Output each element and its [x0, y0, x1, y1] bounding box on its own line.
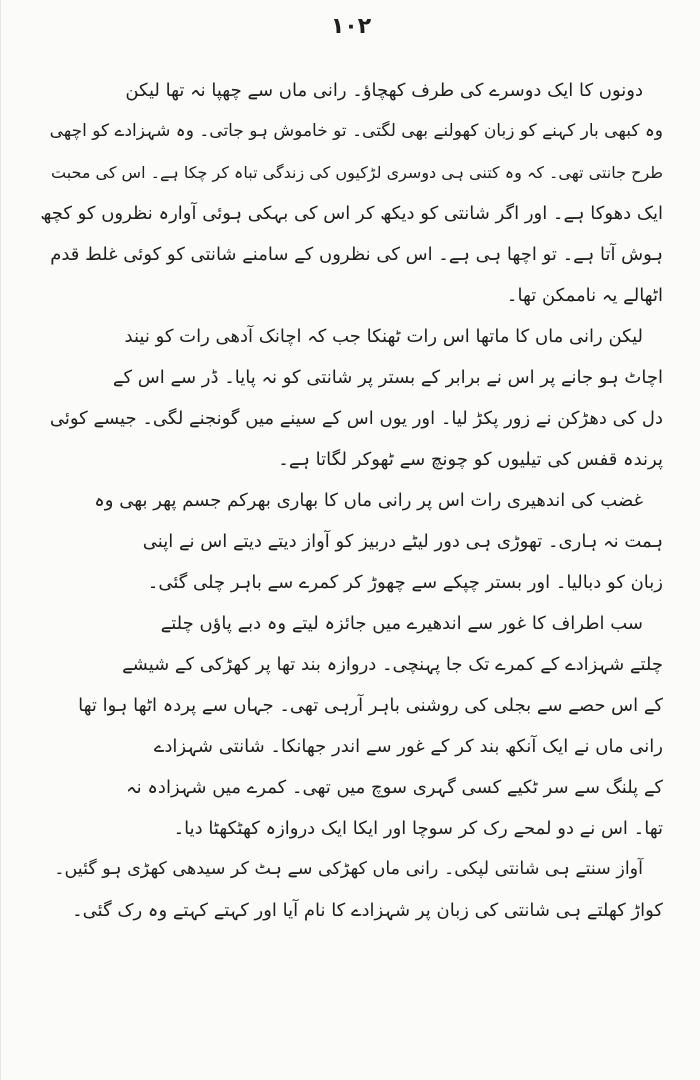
text-line: طرح جانتی تھی۔ کہ وہ کتنی ہی دوسری لڑکیوں کی زندگی تباہ کر چکا ہے۔ اس کی محبت — [50, 163, 663, 182]
text-line: کے اس حصے سے بجلی کی روشنی باہر آرہی تھی۔ جہاں سے پردہ اٹھا ہوا تھا — [78, 695, 663, 716]
text-line: ایک دھوکا ہے۔ اور اگر شانتی کو دیکھ کر اس کی بہکی ہوئی آوارہ نظروں کو کچھ — [40, 203, 663, 224]
text-line: غضب کی اندھیری رات اس پر رانی ماں کا بھاری بھرکم جسم پھر بھی وہ — [94, 490, 643, 511]
page-number: ۱۰۲ — [330, 14, 372, 39]
text-line: لیکن رانی ماں کا ماتھا اس رات ٹھنکا جب کہ اچانک آدھی رات کو نیند — [124, 326, 643, 347]
text-line: چلتے شہزادے کے کمرے تک جا پہنچی۔ دروازہ بند تھا پر کھڑکی کے شیشے — [122, 654, 663, 675]
text-line: آواز سنتے ہی شانتی لپکی۔ رانی ماں کھڑکی سے ہٹ کر سیدھی کھڑی ہو گئیں۔ — [54, 859, 643, 879]
text-line: کے پلنگ سے سر ٹکیے کسی گہری سوچ میں تھی۔ کمرے میں شہزادہ نہ — [126, 777, 663, 798]
text-line: اچاٹ ہو جانے پر اس نے برابر کے بستر پر شانتی کو نہ پایا۔ ڈر سے اس کے — [112, 367, 663, 388]
text-line: سب اطراف کا غور سے اندھیرے میں جائزہ لیتے وہ دبے پاؤں چلتے — [160, 613, 643, 634]
text-line: زبان کو دبالیا۔ اور بستر چپکے سے چھوڑ کر کمرے سے باہر چلی گئی۔ — [147, 572, 663, 593]
text-line: دل کی دھڑکن نے زور پکڑ لیا۔ اور یوں اس کے سینے میں گونجنے لگی۔ جیسے کوئی — [49, 408, 663, 429]
text-line: اٹھالے یہ ناممکن تھا۔ — [506, 285, 663, 306]
text-line: تھا۔ اس نے دو لمحے رک کر سوچا اور ایکا ایک دروازہ کھٹکھٹا دیا۔ — [173, 818, 663, 839]
text-line: پرندہ قفس کی تیلیوں کو چونچ سے ٹھوکر لگاتا ہے۔ — [278, 449, 663, 470]
text-line: دونوں کا ایک دوسرے کی طرف کھچاؤ۔ رانی ماں سے چھپا نہ تھا لیکن — [125, 80, 643, 101]
text-line: ہمت نہ ہاری۔ تھوڑی ہی دور لیٹے دربیز کو آواز دیتے دیتے اس نے اپنی — [142, 531, 663, 552]
text-line: رانی ماں نے ایک آنکھ بند کر کے غور سے اندر جھانکا۔ شانتی شہزادے — [153, 736, 663, 757]
text-line: ہوش آتا ہے۔ تو اچھا ہی ہے۔ اس کی نظروں کے سامنے شانتی کو کوئی غلط قدم — [50, 244, 663, 265]
text-line: کواڑ کھلتے ہی شانتی کی زبان پر شہزادے کا نام آیا اور کہتے کہتے وہ رک گئی۔ — [72, 900, 663, 921]
text-line: وہ کبھی بار کہنے کو زبان کھولنے بھی لگتی۔ تو خاموش ہو جاتی۔ وہ شہزادے کو اچھی — [49, 121, 663, 141]
page-body-text — [39, 70, 663, 931]
